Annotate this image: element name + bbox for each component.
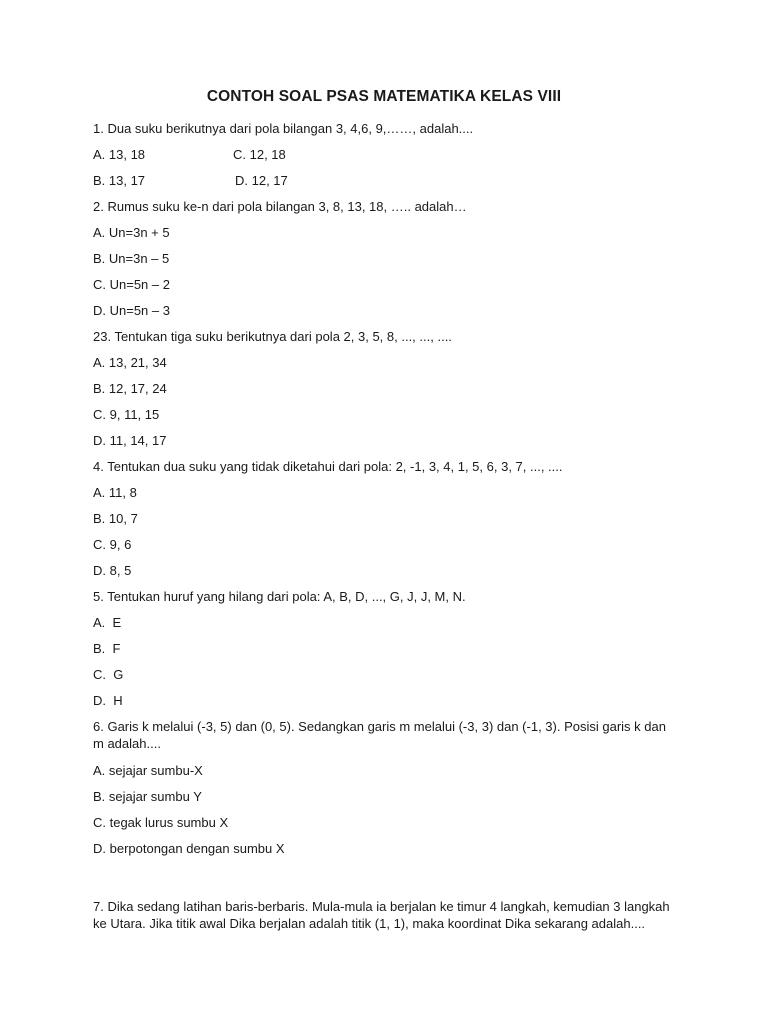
q2-option-c: C. Un=5n – 2: [93, 277, 170, 292]
q5-option-b: B. F: [93, 641, 121, 656]
q2-option-d: D. Un=5n – 3: [93, 303, 170, 318]
q4-option-b: B. 10, 7: [93, 511, 138, 526]
q1-option-a: A. 13, 18: [93, 147, 146, 162]
q5-option-a: A. E: [93, 615, 122, 630]
q1-option-d: D. 12, 17: [235, 173, 288, 188]
question-5: 5. Tentukan huruf yang hilang dari pola: A, B, D, ..., G, J, J, M, N.: [93, 589, 466, 604]
q6-option-d: D. berpotongan dengan sumbu X: [93, 841, 285, 856]
q2-option-b: B. Un=3n – 5: [93, 251, 170, 266]
q3-option-c: C. 9, 11, 15: [93, 407, 160, 422]
q5-option-c: C. G: [93, 667, 124, 682]
q1-options-row-2: [93, 172, 393, 189]
q1-options-row-1: [93, 146, 393, 163]
question-4: 4. Tentukan dua suku yang tidak diketahui dari pola: 2, -1, 3, 4, 1, 5, 6, 3, 7, ..., ....: [93, 459, 563, 474]
q3-option-b: B. 12, 17, 24: [93, 381, 167, 396]
q3-option-d: D. 11, 14, 17: [93, 433, 167, 448]
question-6: 6. Garis k melalui (-3, 5) dan (0, 5). Sedangkan garis m melalui (-3, 3) dan (-1, 3). Posisi garis k dan m adalah....: [93, 719, 666, 751]
question-1: 1. Dua suku berikutnya dari pola bilangan 3, 4,6, 9,……, adalah....: [93, 121, 474, 136]
q4-option-c: C. 9, 6: [93, 537, 132, 552]
q4-option-d: D. 8, 5: [93, 563, 132, 578]
q6-option-b: B. sejajar sumbu Y: [93, 789, 202, 804]
q1-option-b: B. 13, 17: [93, 173, 146, 188]
question-3: 23. Tentukan tiga suku berikutnya dari pola 2, 3, 5, 8, ..., ..., ....: [93, 329, 452, 344]
q4-option-a: A. 11, 8: [93, 485, 137, 500]
q5-option-d: D. H: [93, 693, 123, 708]
question-2: 2. Rumus suku ke-n dari pola bilangan 3, 8, 13, 18, ….. adalah…: [93, 199, 467, 214]
q6-option-c: C. tegak lurus sumbu X: [93, 815, 229, 830]
q6-option-a: A. sejajar sumbu-X: [93, 763, 203, 778]
question-7: 7. Dika sedang latihan baris-berbaris. Mula-mula ia berjalan ke timur 4 langkah, kemudian 3 langkah ke Utara. Jika titik awal Dika berjalan adalah titik (1, 1), maka koordinat Dika sekarang adalah....: [93, 899, 670, 931]
q3-option-a: A. 13, 21, 34: [93, 355, 167, 370]
document-title: CONTOH SOAL PSAS MATEMATIKA KELAS VIII: [206, 88, 562, 105]
q1-option-c: C. 12, 18: [233, 147, 286, 162]
q2-option-a: A. Un=3n + 5: [93, 225, 170, 240]
